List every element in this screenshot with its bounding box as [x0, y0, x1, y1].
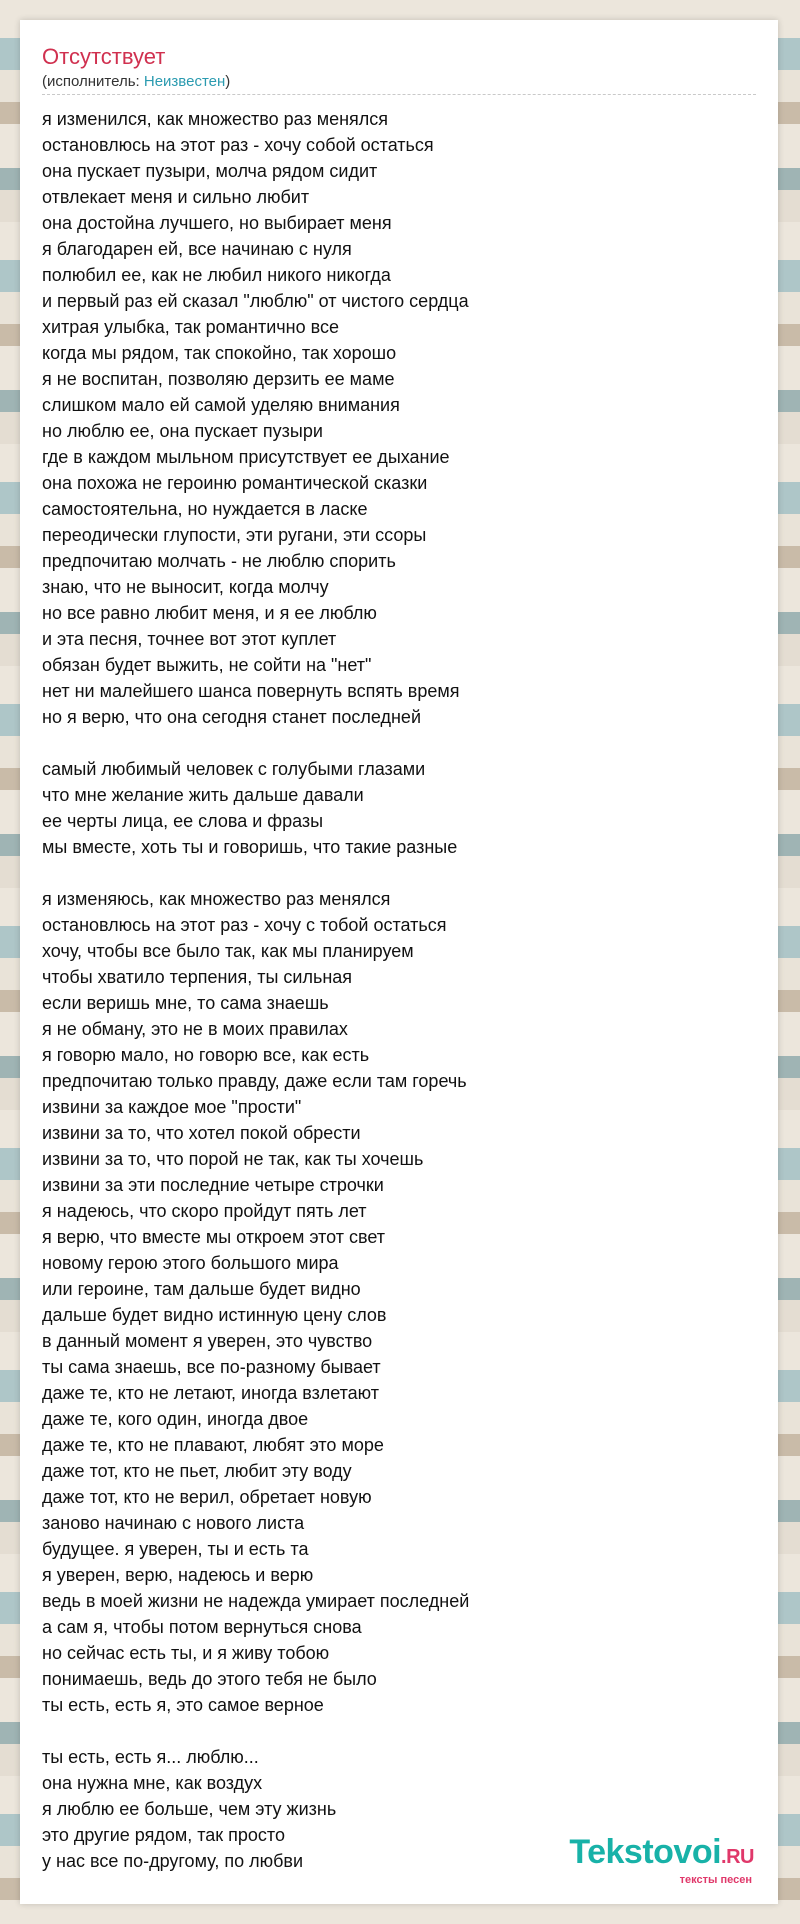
lyric-line: хочу, чтобы все было так, как мы планируем	[42, 941, 414, 961]
lyric-line: я благодарен ей, все начинаю с нуля	[42, 239, 352, 259]
lyric-line: ты есть, есть я... люблю...	[42, 1747, 259, 1767]
lyric-line: у нас все по-другому, по любви	[42, 1851, 304, 1871]
lyric-line: дальше будет видно истинную цену слов	[42, 1305, 387, 1325]
lyric-line: когда мы рядом, так спокойно, так хорошо	[42, 343, 397, 363]
lyric-line: ее черты лица, ее слова и фразы	[42, 811, 324, 831]
lyric-line: извини за то, что хотел покой обрести	[42, 1123, 361, 1143]
lyric-line: даже те, кто не плавают, любят это море	[42, 1435, 384, 1455]
lyric-line: но все равно любит меня, и я ее люблю	[42, 603, 377, 623]
artist-suffix: )	[225, 73, 231, 90]
lyric-line: предпочитаю молчать - не люблю спорить	[42, 551, 396, 571]
lyric-line: но люблю ее, она пускает пузыри	[42, 421, 323, 441]
lyric-line: она похожа не героиню романтической сказки	[42, 473, 428, 493]
artist-line	[42, 72, 230, 92]
lyric-line: я изменяюсь, как множество раз менялся	[42, 889, 391, 909]
artist-link[interactable]: Неизвестен	[143, 73, 226, 90]
lyric-line: я люблю ее больше, чем эту жизнь	[42, 1799, 337, 1819]
lyric-line: я надеюсь, что скоро пройдут пять лет	[42, 1201, 367, 1221]
lyric-line: полюбил ее, как не любил никого никогда	[42, 265, 391, 285]
lyric-line: даже те, кто не летают, иногда взлетают	[42, 1383, 380, 1403]
lyric-line: ты сама знаешь, все по-разному бывает	[42, 1357, 381, 1377]
lyric-line: я не воспитан, позволяю дерзить ее маме	[42, 369, 395, 389]
stanza-break	[42, 1718, 756, 1744]
lyric-line: хитрая улыбка, так романтично все	[42, 317, 339, 337]
lyric-line: в данный момент я уверен, это чувство	[42, 1331, 373, 1351]
lyric-line: чтобы хватило терпения, ты сильная	[42, 967, 353, 987]
lyric-line: я изменился, как множество раз менялся	[42, 109, 389, 129]
song-title: Отсутствует	[42, 44, 166, 69]
lyric-line: самый любимый человек с голубыми глазами	[42, 759, 426, 779]
lyric-line: она нужна мне, как воздух	[42, 1773, 263, 1793]
title-divider	[42, 94, 756, 95]
lyric-line: она достойна лучшего, но выбирает меня	[42, 213, 392, 233]
logo-name: Tekstovoi	[569, 1833, 722, 1871]
lyric-line: или героине, там дальше будет видно	[42, 1279, 361, 1299]
lyric-line: будущее. я уверен, ты и есть та	[42, 1539, 309, 1559]
lyric-line: ты есть, есть я, это самое верное	[42, 1695, 324, 1715]
logo-tld: .RU	[721, 1846, 754, 1868]
lyric-line: что мне желание жить дальше давали	[42, 785, 364, 805]
lyric-line: заново начинаю с нового листа	[42, 1513, 305, 1533]
lyric-line: нет ни малейшего шанса повернуть вспять время	[42, 681, 460, 701]
lyric-line: и эта песня, точнее вот этот куплет	[42, 629, 337, 649]
lyrics-card	[20, 20, 778, 1904]
lyric-line: где в каждом мыльном присутствует ее дыхание	[42, 447, 450, 467]
lyric-line: ведь в моей жизни не надежда умирает последней	[42, 1591, 470, 1611]
lyric-line: даже тот, кто не верил, обретает новую	[42, 1487, 372, 1507]
lyric-line: знаю, что не выносит, когда молчу	[42, 577, 329, 597]
lyric-line: мы вместе, хоть ты и говоришь, что такие разные	[42, 837, 458, 857]
stanza-break	[42, 860, 756, 886]
lyric-line: даже тот, кто не пьет, любит эту воду	[42, 1461, 352, 1481]
lyric-line: и первый раз ей сказал "люблю" от чистого сердца	[42, 291, 469, 311]
lyric-line: извини за каждое мое "прости"	[42, 1097, 302, 1117]
lyric-line: если веришь мне, то сама знаешь	[42, 993, 329, 1013]
stanza-break	[42, 730, 756, 756]
lyric-line: а сам я, чтобы потом вернуться снова	[42, 1617, 362, 1637]
lyric-line: слишком мало ей самой уделяю внимания	[42, 395, 400, 415]
logo-tagline: тексты песен	[679, 1874, 752, 1886]
artist-prefix: (исполнитель:	[42, 73, 144, 90]
lyric-line: остановлюсь на этот раз - хочу с тобой остаться	[42, 915, 447, 935]
lyric-line: но сейчас есть ты, и я живу тобою	[42, 1643, 330, 1663]
lyric-line: я верю, что вместе мы откроем этот свет	[42, 1227, 386, 1247]
lyric-line: это другие рядом, так просто	[42, 1825, 285, 1845]
lyric-line: но я верю, что она сегодня станет последней	[42, 707, 422, 727]
lyric-line: я не обману, это не в моих правилах	[42, 1019, 348, 1039]
lyric-line: остановлюсь на этот раз - хочу собой остаться	[42, 135, 434, 155]
lyric-line: понимаешь, ведь до этого тебя не было	[42, 1669, 377, 1689]
lyric-line: самостоятельна, но нуждается в ласке	[42, 499, 368, 519]
lyric-line: даже те, кого один, иногда двое	[42, 1409, 309, 1429]
lyric-line: извини за эти последние четыре строчки	[42, 1175, 384, 1195]
lyric-line: я говорю мало, но говорю все, как есть	[42, 1045, 370, 1065]
lyric-line: обязан будет выжить, не сойти на "нет"	[42, 655, 372, 675]
lyric-line: извини за то, что порой не так, как ты хочешь	[42, 1149, 424, 1169]
lyric-line: переодически глупости, эти ругани, эти ссоры	[42, 525, 427, 545]
site-logo[interactable]	[569, 1835, 754, 1886]
lyric-line: предпочитаю только правду, даже если там горечь	[42, 1071, 467, 1091]
lyric-line: отвлекает меня и сильно любит	[42, 187, 310, 207]
lyric-line: я уверен, верю, надеюсь и верю	[42, 1565, 314, 1585]
lyrics-body	[42, 106, 756, 1874]
lyric-line: она пускает пузыри, молча рядом сидит	[42, 161, 378, 181]
lyric-line: новому герою этого большого мира	[42, 1253, 339, 1273]
